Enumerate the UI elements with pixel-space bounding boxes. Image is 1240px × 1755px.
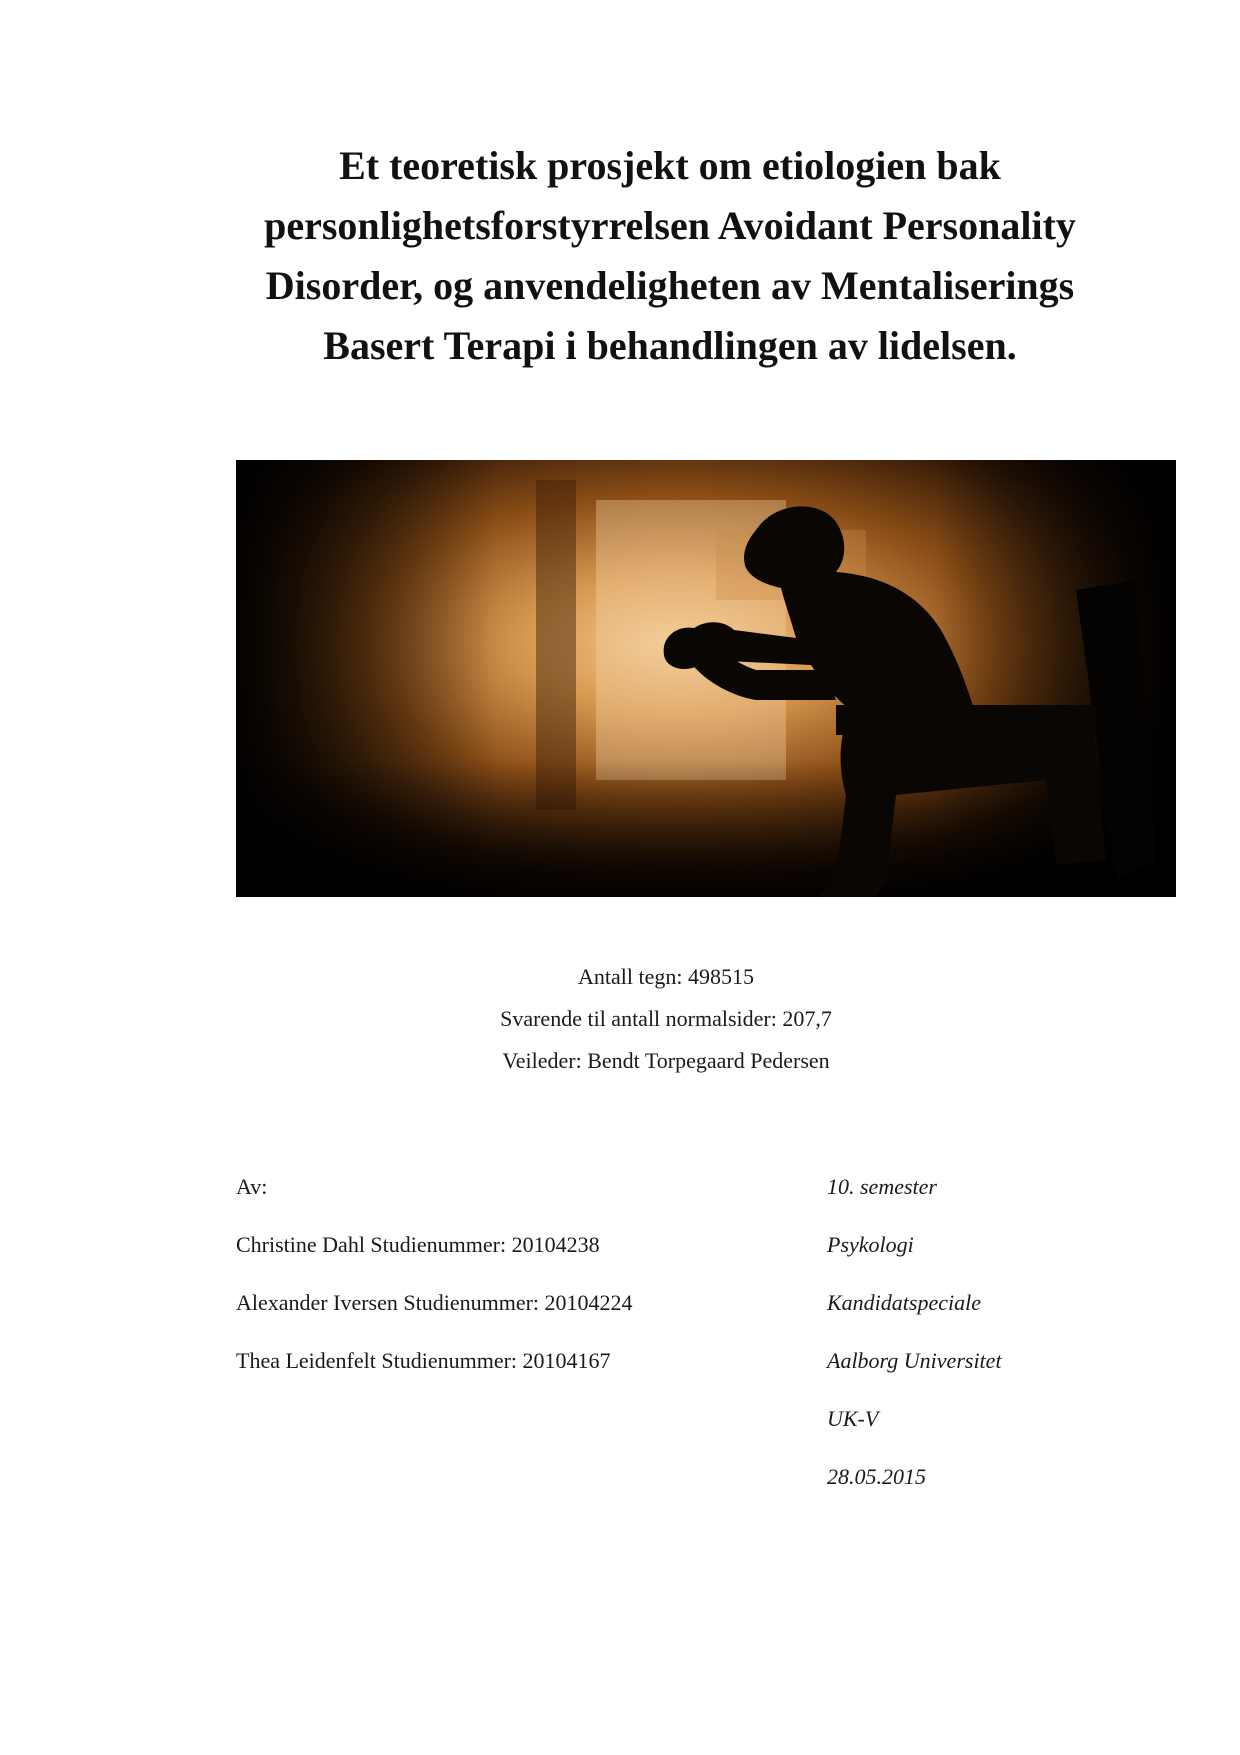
author-line: Thea Leidenfelt Studienummer: 20104167	[236, 1348, 611, 1373]
authors-block	[236, 1158, 633, 1390]
field: Psykologi	[827, 1232, 914, 1257]
thesis-details	[827, 1158, 1002, 1506]
title-line-4: Basert Terapi i behandlingen av lidelsen.	[323, 323, 1017, 368]
title-line-1: Et teoretisk prosjekt om etiologien bak	[339, 143, 1001, 188]
university: Aalborg Universitet	[827, 1348, 1002, 1373]
authors-label: Av:	[236, 1174, 268, 1199]
author-line: Christine Dahl Studienummer: 20104238	[236, 1232, 600, 1257]
supervisor: Veileder: Bendt Torpegaard Pedersen	[502, 1048, 830, 1073]
date: 28.05.2015	[827, 1464, 926, 1489]
department: UK-V	[827, 1406, 879, 1431]
author-line: Alexander Iversen Studienummer: 20104224	[236, 1290, 633, 1315]
title-line-2: personlighetsforstyrrelsen Avoidant Personality	[264, 203, 1076, 248]
semester: 10. semester	[827, 1174, 937, 1199]
title-line-3: Disorder, og anvendeligheten av Mentaliserings	[265, 263, 1075, 308]
document-title	[200, 136, 1140, 376]
character-count: Antall tegn: 498515	[578, 964, 754, 989]
silhouette-person-icon	[236, 460, 1176, 897]
degree-type: Kandidatspeciale	[827, 1290, 981, 1315]
normal-pages: Svarende til antall normalsider: 207,7	[500, 1006, 832, 1031]
thesis-meta	[236, 956, 1096, 1082]
cover-photo	[236, 460, 1176, 897]
